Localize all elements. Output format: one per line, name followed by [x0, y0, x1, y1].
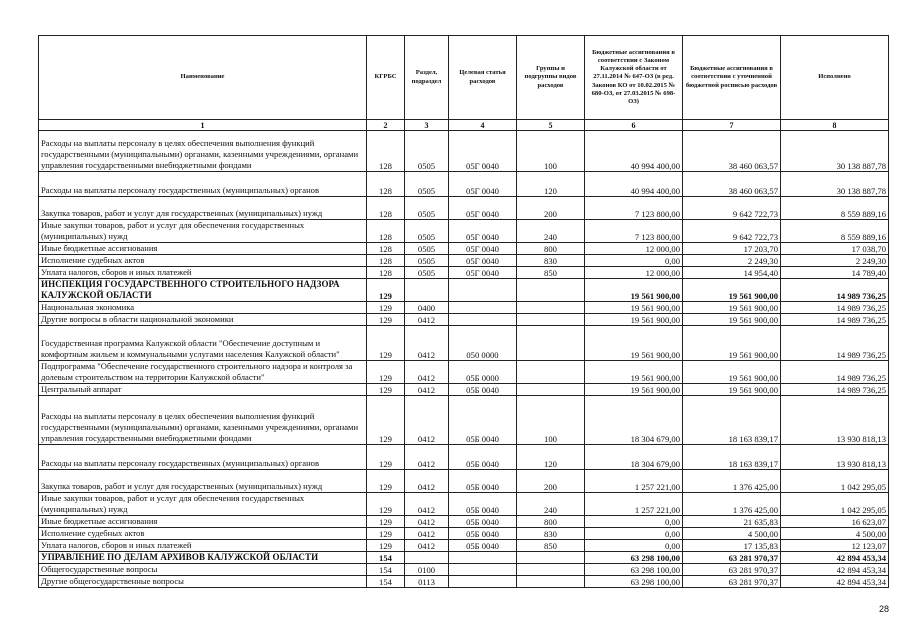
row-name: УПРАВЛЕНИЕ ПО ДЕЛАМ АРХИВОВ КАЛУЖСКОЙ ОБЛАСТИ	[39, 552, 367, 564]
row-kgrbs: 129	[367, 326, 405, 361]
row-group	[517, 552, 585, 564]
row-group	[517, 564, 585, 576]
table-row	[39, 396, 889, 445]
row-target: 05Б 0040	[449, 493, 517, 516]
col-header-name: Наименование	[39, 36, 367, 120]
row-target: 05Г 0040	[449, 172, 517, 197]
col-number: 3	[405, 120, 449, 131]
row-executed-amount: 8 559 889,16	[781, 197, 889, 220]
row-executed-amount: 42 894 453,34	[781, 552, 889, 564]
col-header-target: Целевая статья расходов	[449, 36, 517, 120]
table-row	[39, 564, 889, 576]
row-section: 0505	[405, 243, 449, 255]
table-row	[39, 470, 889, 493]
row-law-amount: 40 994 400,00	[585, 172, 683, 197]
row-group: 100	[517, 131, 585, 172]
table-row	[39, 279, 889, 302]
row-section: 0412	[405, 384, 449, 396]
table-row	[39, 384, 889, 396]
row-section: 0505	[405, 172, 449, 197]
row-law-amount: 12 000,00	[585, 243, 683, 255]
row-kgrbs: 128	[367, 131, 405, 172]
row-kgrbs: 129	[367, 314, 405, 326]
row-section: 0412	[405, 470, 449, 493]
col-number: 5	[517, 120, 585, 131]
row-law-amount: 63 298 100,00	[585, 552, 683, 564]
row-target: 05Г 0040	[449, 220, 517, 243]
row-law-amount: 19 561 900,00	[585, 279, 683, 302]
table-body	[39, 131, 889, 588]
row-law-amount: 19 561 900,00	[585, 302, 683, 314]
row-refined-amount: 63 281 970,37	[683, 576, 781, 588]
row-group: 240	[517, 220, 585, 243]
row-kgrbs: 129	[367, 470, 405, 493]
row-name: Общегосударственные вопросы	[39, 564, 367, 576]
row-kgrbs: 129	[367, 302, 405, 314]
row-law-amount: 12 000,00	[585, 267, 683, 279]
row-kgrbs: 129	[367, 396, 405, 445]
row-kgrbs: 154	[367, 576, 405, 588]
table-row	[39, 302, 889, 314]
row-refined-amount: 38 460 063,57	[683, 172, 781, 197]
row-name: Национальная экономика	[39, 302, 367, 314]
row-refined-amount: 19 561 900,00	[683, 361, 781, 384]
row-executed-amount: 30 138 887,78	[781, 131, 889, 172]
row-section: 0505	[405, 255, 449, 267]
row-law-amount: 19 561 900,00	[585, 361, 683, 384]
row-executed-amount: 14 989 736,25	[781, 279, 889, 302]
row-name: Уплата налогов, сборов и иных платежей	[39, 540, 367, 552]
row-target: 050 0000	[449, 326, 517, 361]
row-refined-amount: 63 281 970,37	[683, 552, 781, 564]
table-row	[39, 361, 889, 384]
table-row	[39, 552, 889, 564]
table-row	[39, 255, 889, 267]
row-group	[517, 326, 585, 361]
row-executed-amount: 14 989 736,25	[781, 326, 889, 361]
row-section: 0412	[405, 326, 449, 361]
row-law-amount: 0,00	[585, 528, 683, 540]
col-number: 8	[781, 120, 889, 131]
row-refined-amount: 17 135,83	[683, 540, 781, 552]
row-section: 0100	[405, 564, 449, 576]
row-kgrbs: 154	[367, 564, 405, 576]
row-name: Иные бюджетные ассигнования	[39, 243, 367, 255]
row-section	[405, 279, 449, 302]
row-executed-amount: 2 249,30	[781, 255, 889, 267]
table-row	[39, 445, 889, 470]
row-law-amount: 19 561 900,00	[585, 384, 683, 396]
row-group: 200	[517, 470, 585, 493]
row-kgrbs: 128	[367, 255, 405, 267]
row-section: 0412	[405, 493, 449, 516]
row-executed-amount: 1 042 295,05	[781, 470, 889, 493]
row-refined-amount: 19 561 900,00	[683, 314, 781, 326]
row-target	[449, 552, 517, 564]
row-law-amount: 0,00	[585, 255, 683, 267]
row-law-amount: 7 123 800,00	[585, 220, 683, 243]
row-name: Иные бюджетные ассигнования	[39, 516, 367, 528]
row-group	[517, 361, 585, 384]
row-section	[405, 552, 449, 564]
row-kgrbs: 129	[367, 493, 405, 516]
col-header-section: Раздел, подраздел	[405, 36, 449, 120]
row-refined-amount: 18 163 839,17	[683, 445, 781, 470]
row-law-amount: 1 257 221,00	[585, 470, 683, 493]
row-group: 800	[517, 243, 585, 255]
row-section: 0412	[405, 540, 449, 552]
row-section: 0412	[405, 361, 449, 384]
row-target	[449, 314, 517, 326]
row-law-amount: 19 561 900,00	[585, 314, 683, 326]
row-kgrbs: 128	[367, 220, 405, 243]
row-refined-amount: 4 500,00	[683, 528, 781, 540]
row-section: 0113	[405, 576, 449, 588]
row-group: 830	[517, 528, 585, 540]
row-target: 05Г 0040	[449, 197, 517, 220]
row-group	[517, 279, 585, 302]
row-name: Расходы на выплаты персоналу государственных (муниципальных) органов	[39, 172, 367, 197]
row-target: 05Б 0040	[449, 470, 517, 493]
row-refined-amount: 1 376 425,00	[683, 493, 781, 516]
row-target: 05Б 0000	[449, 361, 517, 384]
row-kgrbs: 129	[367, 445, 405, 470]
row-target: 05Б 0040	[449, 540, 517, 552]
row-name: Расходы на выплаты персоналу в целях обеспечения выполнения функций государственными (муниципальными) органами, казенными учреждениями, органами управления государственными внебюджетными фондами	[39, 396, 367, 445]
table-row	[39, 197, 889, 220]
row-executed-amount: 1 042 295,05	[781, 493, 889, 516]
row-kgrbs: 129	[367, 516, 405, 528]
row-law-amount: 0,00	[585, 540, 683, 552]
row-target: 05Г 0040	[449, 255, 517, 267]
row-executed-amount: 12 123,07	[781, 540, 889, 552]
table-row	[39, 528, 889, 540]
row-executed-amount: 42 894 453,34	[781, 576, 889, 588]
table-row	[39, 540, 889, 552]
row-executed-amount: 14 989 736,25	[781, 361, 889, 384]
header-row	[39, 36, 889, 120]
row-kgrbs: 129	[367, 279, 405, 302]
row-name: Государственная программа Калужской области "Обеспечение доступным и комфортным жильем и коммунальными услугами населения Калужской области"	[39, 326, 367, 361]
row-kgrbs: 154	[367, 552, 405, 564]
row-target	[449, 302, 517, 314]
col-header-groups: Группы и подгруппы видов расходов	[517, 36, 585, 120]
table-row	[39, 243, 889, 255]
col-header-refined: Бюджетные ассигнования в соответствии с уточненной бюджетной росписью расходов	[683, 36, 781, 120]
row-target: 05Б 0040	[449, 516, 517, 528]
row-group	[517, 302, 585, 314]
row-refined-amount: 17 203,70	[683, 243, 781, 255]
table-row	[39, 267, 889, 279]
row-section: 0505	[405, 220, 449, 243]
row-kgrbs: 128	[367, 267, 405, 279]
row-refined-amount: 21 635,83	[683, 516, 781, 528]
row-refined-amount: 19 561 900,00	[683, 384, 781, 396]
row-name: Закупка товаров, работ и услуг для государственных (муниципальных) нужд	[39, 197, 367, 220]
row-name: Уплата налогов, сборов и иных платежей	[39, 267, 367, 279]
row-name: Исполнение судебных актов	[39, 528, 367, 540]
col-header-done: Исполнено	[781, 36, 889, 120]
row-refined-amount: 9 642 722,73	[683, 197, 781, 220]
row-section: 0412	[405, 445, 449, 470]
col-number: 1	[39, 120, 367, 131]
row-group: 100	[517, 396, 585, 445]
row-name: Другие общегосударственные вопросы	[39, 576, 367, 588]
row-kgrbs: 129	[367, 361, 405, 384]
row-executed-amount: 16 623,07	[781, 516, 889, 528]
row-refined-amount: 19 561 900,00	[683, 279, 781, 302]
row-target: 05Б 0040	[449, 445, 517, 470]
col-number: 2	[367, 120, 405, 131]
row-refined-amount: 19 561 900,00	[683, 302, 781, 314]
row-name: Центральный аппарат	[39, 384, 367, 396]
row-group: 800	[517, 516, 585, 528]
row-group: 120	[517, 172, 585, 197]
row-law-amount: 18 304 679,00	[585, 445, 683, 470]
row-section: 0505	[405, 197, 449, 220]
col-number: 4	[449, 120, 517, 131]
row-executed-amount: 14 989 736,25	[781, 314, 889, 326]
table-row	[39, 516, 889, 528]
row-kgrbs: 128	[367, 172, 405, 197]
row-name: Закупка товаров, работ и услуг для государственных (муниципальных) нужд	[39, 470, 367, 493]
row-executed-amount: 14 989 736,25	[781, 302, 889, 314]
table-row	[39, 314, 889, 326]
page-number: 28	[878, 604, 889, 614]
row-name: Расходы на выплаты персоналу государственных (муниципальных) органов	[39, 445, 367, 470]
row-law-amount: 0,00	[585, 516, 683, 528]
row-name: ИНСПЕКЦИЯ ГОСУДАРСТВЕННОГО СТРОИТЕЛЬНОГО НАДЗОРА КАЛУЖСКОЙ ОБЛАСТИ	[39, 279, 367, 302]
row-law-amount: 18 304 679,00	[585, 396, 683, 445]
col-header-kgrbs: КГРБС	[367, 36, 405, 120]
row-group	[517, 384, 585, 396]
row-name: Расходы на выплаты персоналу в целях обеспечения выполнения функций государственными (муниципальными) органами, казенными учреждениями, органами управления государственными внебюджетными фондами	[39, 131, 367, 172]
row-executed-amount: 14 989 736,25	[781, 384, 889, 396]
row-kgrbs: 128	[367, 197, 405, 220]
row-executed-amount: 13 930 818,13	[781, 445, 889, 470]
row-target: 05Г 0040	[449, 267, 517, 279]
row-executed-amount: 14 789,40	[781, 267, 889, 279]
row-refined-amount: 38 460 063,57	[683, 131, 781, 172]
row-refined-amount: 9 642 722,73	[683, 220, 781, 243]
row-kgrbs: 129	[367, 384, 405, 396]
row-kgrbs: 129	[367, 540, 405, 552]
row-law-amount: 63 298 100,00	[585, 576, 683, 588]
table-row	[39, 131, 889, 172]
column-number-row	[39, 120, 889, 131]
row-refined-amount: 63 281 970,37	[683, 564, 781, 576]
row-target	[449, 564, 517, 576]
row-name: Иные закупки товаров, работ и услуг для обеспечения государственных (муниципальных) нужд	[39, 220, 367, 243]
row-name: Исполнение судебных актов	[39, 255, 367, 267]
col-number: 7	[683, 120, 781, 131]
row-group	[517, 314, 585, 326]
row-kgrbs: 129	[367, 528, 405, 540]
row-section: 0412	[405, 516, 449, 528]
row-executed-amount: 13 930 818,13	[781, 396, 889, 445]
row-executed-amount: 4 500,00	[781, 528, 889, 540]
row-target: 05Б 0040	[449, 384, 517, 396]
row-group: 120	[517, 445, 585, 470]
row-kgrbs: 128	[367, 243, 405, 255]
row-law-amount: 7 123 800,00	[585, 197, 683, 220]
table-row	[39, 576, 889, 588]
row-section: 0412	[405, 396, 449, 445]
col-number: 6	[585, 120, 683, 131]
row-refined-amount: 19 561 900,00	[683, 326, 781, 361]
table-row	[39, 172, 889, 197]
row-law-amount: 63 298 100,00	[585, 564, 683, 576]
row-refined-amount: 14 954,40	[683, 267, 781, 279]
row-name: Подпрограмма "Обеспечение государственного строительного надзора и контроля за долевым строительством на территории Калужской области"	[39, 361, 367, 384]
row-target: 05Б 0040	[449, 528, 517, 540]
row-target	[449, 279, 517, 302]
row-refined-amount: 1 376 425,00	[683, 470, 781, 493]
row-section: 0412	[405, 528, 449, 540]
row-executed-amount: 30 138 887,78	[781, 172, 889, 197]
row-group: 240	[517, 493, 585, 516]
row-target	[449, 576, 517, 588]
table-row	[39, 493, 889, 516]
row-target: 05Б 0040	[449, 396, 517, 445]
row-refined-amount: 18 163 839,17	[683, 396, 781, 445]
table-row	[39, 326, 889, 361]
table-row	[39, 220, 889, 243]
row-group: 850	[517, 540, 585, 552]
row-law-amount: 40 994 400,00	[585, 131, 683, 172]
row-section: 0412	[405, 314, 449, 326]
budget-table	[38, 35, 889, 588]
row-refined-amount: 2 249,30	[683, 255, 781, 267]
row-target: 05Г 0040	[449, 243, 517, 255]
row-executed-amount: 8 559 889,16	[781, 220, 889, 243]
row-name: Другие вопросы в области национальной экономики	[39, 314, 367, 326]
row-group: 200	[517, 197, 585, 220]
row-law-amount: 19 561 900,00	[585, 326, 683, 361]
row-section: 0400	[405, 302, 449, 314]
row-executed-amount: 42 894 453,34	[781, 564, 889, 576]
row-section: 0505	[405, 131, 449, 172]
row-name: Иные закупки товаров, работ и услуг для обеспечения государственных (муниципальных) нужд	[39, 493, 367, 516]
row-group: 830	[517, 255, 585, 267]
row-target: 05Г 0040	[449, 131, 517, 172]
row-group	[517, 576, 585, 588]
row-section: 0505	[405, 267, 449, 279]
row-group: 850	[517, 267, 585, 279]
col-header-law: Бюджетные ассигнования в соответствии с Законом Калужской области от 27.11.2014 № 647-ОЗ (в ред. Законов КО от 10.02.2015 № 680-ОЗ, от 27.03.2015 № 698-ОЗ)	[585, 36, 683, 120]
row-executed-amount: 17 038,70	[781, 243, 889, 255]
row-law-amount: 1 257 221,00	[585, 493, 683, 516]
